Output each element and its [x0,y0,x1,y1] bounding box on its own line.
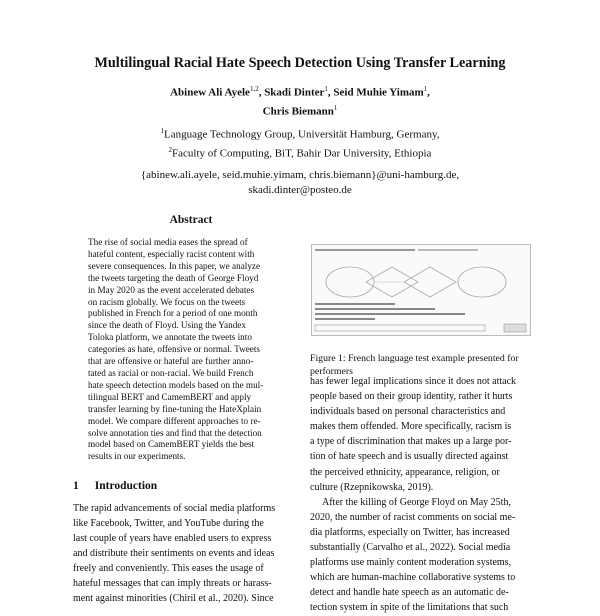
author-affil-marker: 1 [324,85,328,93]
body-line: culture (Rzepnikowska, 2019). [310,481,434,493]
caption-line: performers [310,366,353,377]
abstract-line: hate speech detection models based on the mul- [88,379,264,390]
abstract-line: published in French for a period of one month [88,308,258,319]
abstract-line: on racism globally. We focus on the tweets [88,296,246,307]
affiliations [0,124,600,161]
abstract-line: Toloka platform, we annotate the tweets into [88,332,252,343]
figure-1-graphic [312,245,530,335]
section-heading [73,480,157,492]
abstract-line: categories as hate, offensive or normal. Tweets [88,344,260,355]
body-line: makes them offended. More specifically, racism is [310,421,512,433]
body-line: After the killing of George Floyd on May 25th, [322,496,511,508]
body-line: last couple of years have enabled users to express [73,533,272,544]
body-line: substantially (Carvalho et al., 2022). Social media [310,542,511,554]
abstract-line: severe consequences. In this paper, we analyze [88,260,261,271]
body-line: which are human-machine collaborative systems to [310,572,516,584]
body-line: tection system in spite of the limitations that such [310,602,509,614]
right-column-body [310,374,533,616]
abstract-line: results in our experiments. [88,451,186,462]
abstract-line: The rise of social media eases the spread of [88,237,248,247]
body-line: detect and handle hate speech as an automatic de- [310,587,509,599]
abstract-line: transfer learning by fine-tuning the HateXplain [88,403,262,414]
email-line: skadi.dinter@posteo.de [248,184,352,196]
author-affil-marker: 1,2 [249,85,259,93]
body-line: the perceived ethnicity, appearance, religion, or [310,466,500,478]
body-line: tion of hate speech and is usually directed against [310,451,509,463]
abstract-heading: Abstract [169,214,213,226]
author-name: Abinew Ali Ayele [170,86,250,99]
abstract-line: tated as racial or non-racial. We build French [88,367,254,378]
abstract-line: solve annotation ties and find that the detection [88,427,262,438]
email-block [0,168,600,198]
abstract-line: model based on CamemBERT yields the best [88,439,255,450]
abstract-line: that are offensive or hateful are further anno- [88,356,254,367]
caption-line: Figure 1: French language test example presented for [310,353,519,364]
abstract-line: model. We compare different approaches to re- [88,415,261,426]
body-line: platforms use mainly content moderation systems, [310,557,512,569]
figure-1-image [311,244,531,336]
abstract-line: tilingual BERT and CamemBERT and apply [88,391,252,402]
abstract-line: hateful content, especially racist content with [88,248,255,259]
author-name: Seid Muhie Yimam [333,86,424,99]
affiliation-2: Faculty of Computing, BiT, Bahir Dar University, Ethiopia [172,147,432,160]
section-title: Introduction [94,480,158,492]
body-line: ment against minorities (Chiril et al., 2020). Since [73,593,274,604]
affil-marker: 2 [168,145,173,154]
abstract-line: in May 2020 as the event accelerated debates [88,284,255,295]
author-name: Skadi Dinter [264,86,325,99]
author-list: Abinew Ali Ayele$^{1,2}$, Skadi Dinter$^1$, Seid Muhie Yimam$^1$, Chris Biemann$^1$ [170,85,430,118]
body-line: The rapid advancements of social media platforms [73,503,276,514]
section-number: 1 [73,480,79,492]
body-line: like Facebook, Twitter, and YouTube during the [73,518,264,529]
abstract-line: the tweets targeting the death of George Floyd [88,272,259,283]
body-line: has fewer legal implications since it does not attack [310,376,517,387]
body-line: freely and conveniently. This eases the usage of [73,563,264,574]
body-line: a type of discrimination that makes up a large por- [310,436,512,448]
affiliation-1: Language Technology Group, Universität Hamburg, Germany, [164,128,440,141]
body-line: individuals based on personal characteristics and [310,406,506,418]
body-line: hateful messages that can imply threats or harass- [73,578,272,589]
author-affil-marker: 1 [423,85,428,93]
introduction-body [73,501,297,606]
affil-marker: 1 [160,127,164,135]
author-affil-marker: 1 [333,103,338,112]
body-line: 2020, the number of racist comments on social me- [310,511,516,523]
author-name: Chris Biemann [262,105,334,118]
email-line: {abinew.ali.ayele, seid.muhie.yimam, chris.biemann}@uni-hamburg.de, [140,169,460,181]
body-line: people based on their group identity, rather it hurts [310,391,513,403]
paper-title: Multilingual Racial Hate Speech Detection Using Transfer Learning [94,55,506,71]
body-line: dia platforms, especially on Twitter, has increased [310,526,510,538]
abstract-line: since the death of Floyd. Using the Yandex [88,320,246,331]
body-line: and distribute their sentiments on events and ideas [73,548,275,559]
abstract-body [88,237,294,463]
